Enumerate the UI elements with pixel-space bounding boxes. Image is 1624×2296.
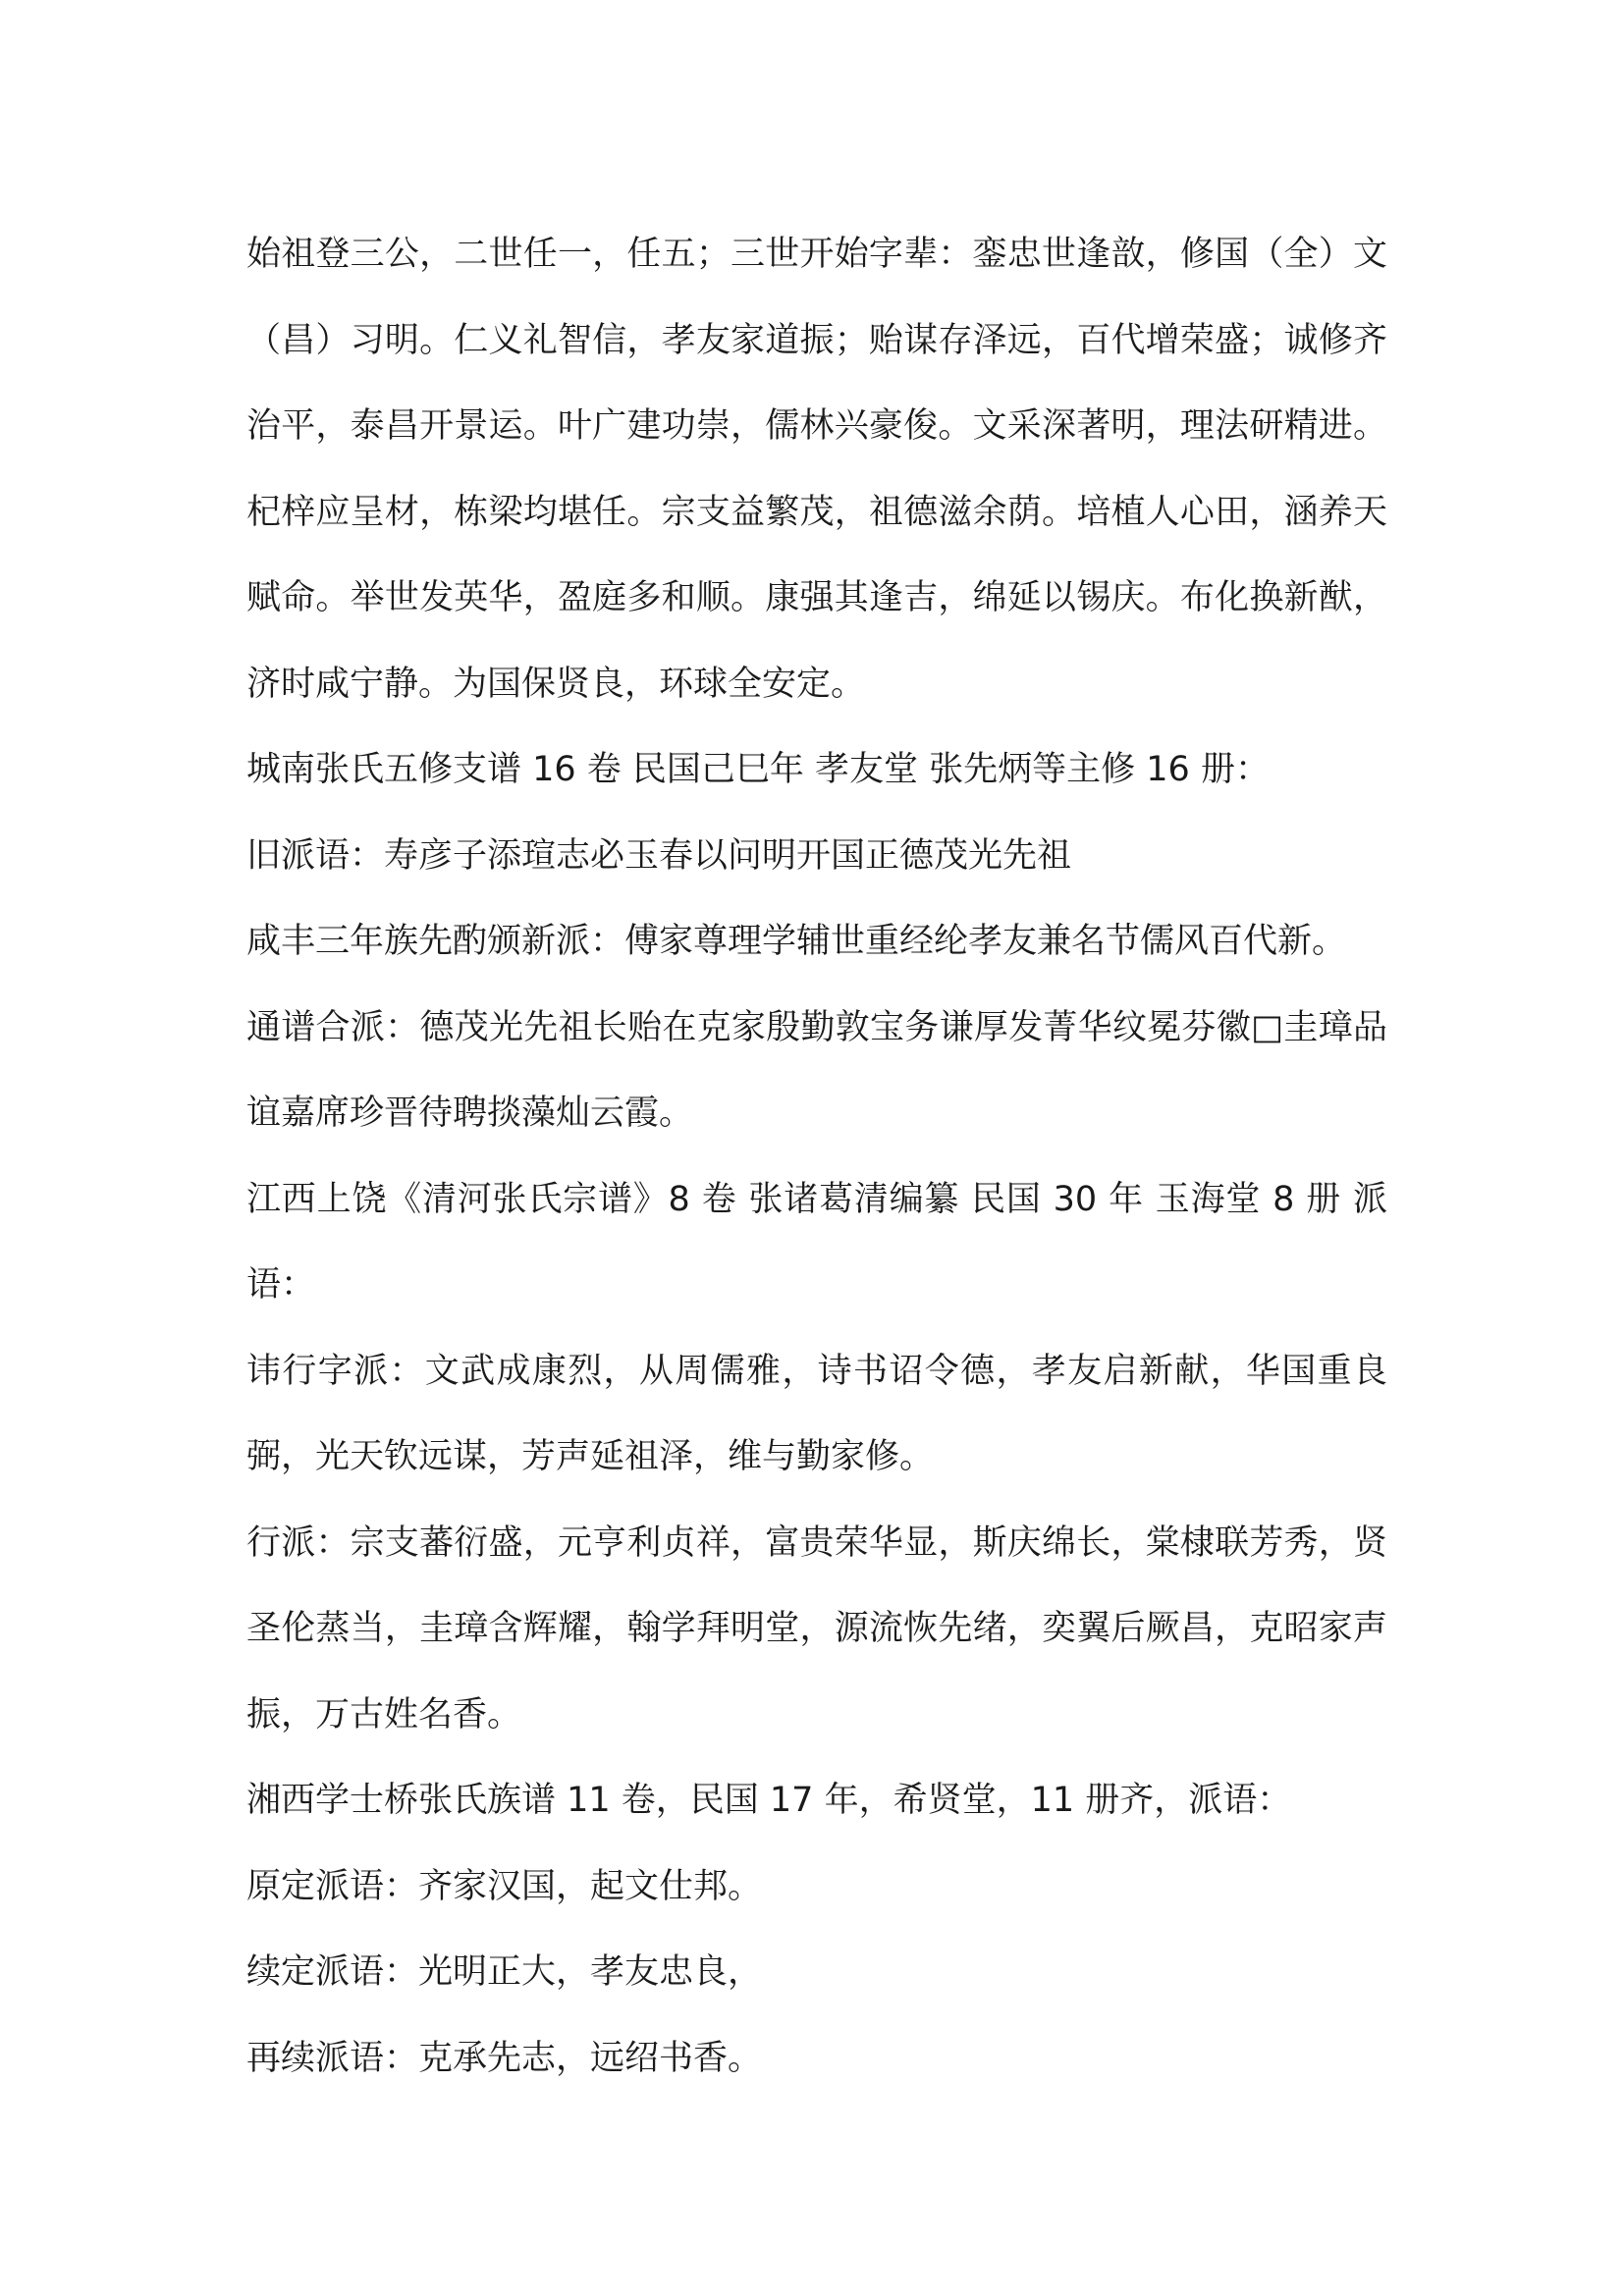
document-body (246, 212, 1387, 2102)
paragraph-combined-lineage: 通谱合派：德茂光先祖长贻在克家殷勤敦宝务谦厚发菁华纹冕芬徽□圭璋品谊嘉席珍晋待聘掞藻灿云霞。 (246, 1007, 1387, 1133)
paragraph-further-lineage: 再续派语：克承先志，远绍书香。 (246, 2038, 763, 2078)
paragraph-old-lineage: 旧派语：寿彦子添瑄志必玉春以问明开国正德茂光先祖 (246, 835, 1072, 876)
paragraph-shangrao-genealogy: 江西上饶《清河张氏宗谱》8 卷 张诸葛清编纂 民国 30 年 玉海堂 8 册 派语： (246, 1179, 1387, 1305)
paragraph-xianfeng-new-lineage: 咸丰三年族先酌颁新派：傅家尊理学辅世重经纶孝友兼名节儒风百代新。 (246, 922, 1347, 961)
paragraph-continued-lineage: 续定派语：光明正大，孝友忠良， (246, 1952, 763, 1992)
paragraph-xiangxi-genealogy: 湘西学士桥张氏族谱 11 卷，民国 17 年，希贤堂，11 册齐，派语： (246, 1781, 1292, 1820)
paragraph-generation-names: 始祖登三公，二世任一，任五；三世开始字辈：銮忠世逢敨，修国（全）文（昌）习明。仁义礼智信，孝友家道振；贻谋存泽远，百代增荣盛；诚修齐治平，泰昌开景运。叶广建功崇，儒林兴豪俊。文采深著明，理法研精进。杞梓应呈材，栋梁均堪任。宗支益繁茂，祖德滋余荫。培植人心田，涵养天赋命。举世发英华，盈庭多和顺。康强其逢吉，绵延以锡庆。布化换新猷，济时咸宁静。为国保贤良，环球全安定。 (246, 235, 1387, 704)
paragraph-taboo-names: 讳行字派：文武成康烈，从周儒雅，诗书诏令德，孝友启新献，华国重良弼，光天钦远谋，芳声延祖泽，维与勤家修。 (246, 1351, 1387, 1476)
paragraph-chengnan-genealogy: 城南张氏五修支谱 16 卷 民国己巳年 孝友堂 张先炳等主修 16 册： (246, 750, 1270, 789)
paragraph-generation-lineage: 行派：宗支蕃衍盛，元亨利贞祥，富贵荣华显，斯庆绵长，棠棣联芳秀，贤圣伦蒸当，圭璋含辉耀，翰学拜明堂，源流恢先绪，奕翼后厥昌，克昭家声振，万古姓名香。 (246, 1522, 1387, 1735)
paragraph-original-lineage: 原定派语：齐家汉国，起文仕邦。 (246, 1866, 763, 1906)
